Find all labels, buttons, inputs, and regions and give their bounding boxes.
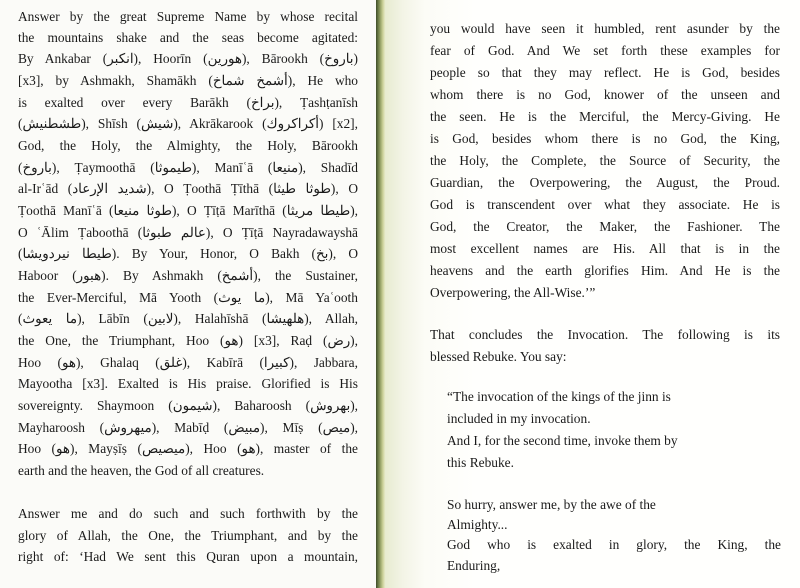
text-line: [x3], by Ashmakh, Shamākh (أشمخ شماخ), He who [18,73,359,88]
text-line: Ṭoothā Manīʿā (طوثا منيعا), O Ṭīṭā Marīthā (طيطا مريثا), [18,203,358,218]
text-line: is exalted over every Barākh (براخ), Ṭashṭanīsh [18,95,358,110]
text-line: is God, besides whom there is no God, the King, [430,131,780,146]
text-line: God, the Holy, the Almighty, the Holy, Bārookh [18,138,358,153]
text-line: Haboor (هبور). By Ashmakh (أشمخ), the Sustainer, [18,268,359,283]
text-line: blessed Rebuke. You say: [430,349,567,364]
text-line: Mayharoosh (ميهروش), Mabīḍ (مبيض), Mīṣ (ميص), [18,420,358,435]
text-line: (طشطنيش), Shīsh (شيش), Akrākarook (أكراكروك) [x2], [18,116,358,131]
text-line: you would have seen it humbled, rent asunder by the [430,21,780,36]
text-line: God, the Creator, the Maker, the Fashioner. The [430,219,780,234]
text-line: Mayootha [x3]. Exalted is His praise. Glorified is His [18,376,358,391]
text-line: Hoo (هو), Mayṣīṣ (ميصيص), Hoo (هو), master of the [18,441,358,456]
text-line: Guardian, the Overpowering, the August, the Proud. [430,175,780,190]
text-line: whom there is no God, knower of the unseen and [430,87,780,102]
text-line: fear of God. And We set forth these examples for [430,43,780,58]
text-line: (طيطا نيردويشا). By Your, Honor, O Bakh (بخ), O [18,246,359,261]
text-line: the Ever-Merciful, Mā Yooth (ما يوث), Mā Yaʿooth [18,290,358,305]
text-line: O ʿĀlim Ṭaboothā (عالم طبوثا), O Ṭīṭā Nayradawayshā [18,225,358,240]
text-line: the seen. He is the Merciful, the Mercy-Giving. He [430,109,780,124]
text-line: sovereignty. Shaymoon (شيمون), Baharoosh (بهروش), [18,398,358,413]
text-line: glory of Allah, the One, the Triumphant, and by the [18,528,358,543]
text-line: most excellent names are His. All that is in the [430,241,780,256]
text-line: Answer me and do such and such forthwith by the [18,506,358,521]
right-page: you would have seen it humbled, rent asunder by the fear of God. And We set forth these examples for people so that they may reflect. He is God, besides whom there is no God, knower of the unseen and the seen. He is the Merciful, the Mercy-Giving. He is God, besides whom there is no God, the King, the Holy, the Complete, the Source of Security, the Guardian, the Overpowering, the August, the Proud. God is transcendent over what they associate. He is God, the Creator, the Maker, the Fashioner. The most excellent names are His. All that is in the heavens and the earth glorifies Him. And He is the Overpowering, the All-Wise.’” That concludes the Invocation. The following is its blessed Rebuke. You say: “The invocation of the kings of the jinn is included in my invocation. And I, for the second time, invoke them by this Rebuke. So hurry, answer me, by the awe of the Almighty... God who is exalted in glory, the King, the Enduring, [385,0,800,588]
text-line: the mountains shake and the seas become agitated: [18,30,358,45]
text-line: Overpowering, the All-Wise.’” [430,285,596,300]
book-gutter [376,0,385,588]
text-line: By Ankabar (انكبر), Hoorīn (هورين), Bārookh (باروخ) [18,51,358,66]
text-line: (باروخ), Ṭaymoothā (طيموثا), Manīʿā (منيعا), Shadīd [18,160,358,175]
text-line: Answer by the great Supreme Name by whose recital [18,9,358,24]
text-line: earth and the heaven, the God of all creatures. [18,463,265,478]
quote-line: God who is exalted in glory, the King, the [447,537,781,552]
text-line: God is transcendent over what they associate. He is [430,197,780,212]
text-line: (ما يعوث), Lābīn (لابين), Halahīshā (هلهيشا), Allah, [18,311,359,326]
text-line: the One, the Triumphant, Hoo (هو) [x3], Raḍ (رض), [18,333,358,348]
text-line: right of: ‘Had We sent this Quran upon a mountain, [18,549,358,564]
text-line: That concludes the Invocation. The following is its [430,327,780,342]
text-line: al-Irʿād (شديد الإرعاد), O Ṭoothā Ṭīthā (طوثا طيثا), O [18,181,358,196]
text-line: heavens and the earth glorifies Him. And He is the [430,263,780,278]
left-page [0,0,376,588]
text-line: the Holy, the Complete, the Source of Security, the [430,153,780,168]
text-line: people so that they may reflect. He is God, besides [430,65,780,80]
text-line: Hoo (هو), Ghalaq (غلق), Kabīrā (كبيرا), Jabbara, [18,355,358,370]
